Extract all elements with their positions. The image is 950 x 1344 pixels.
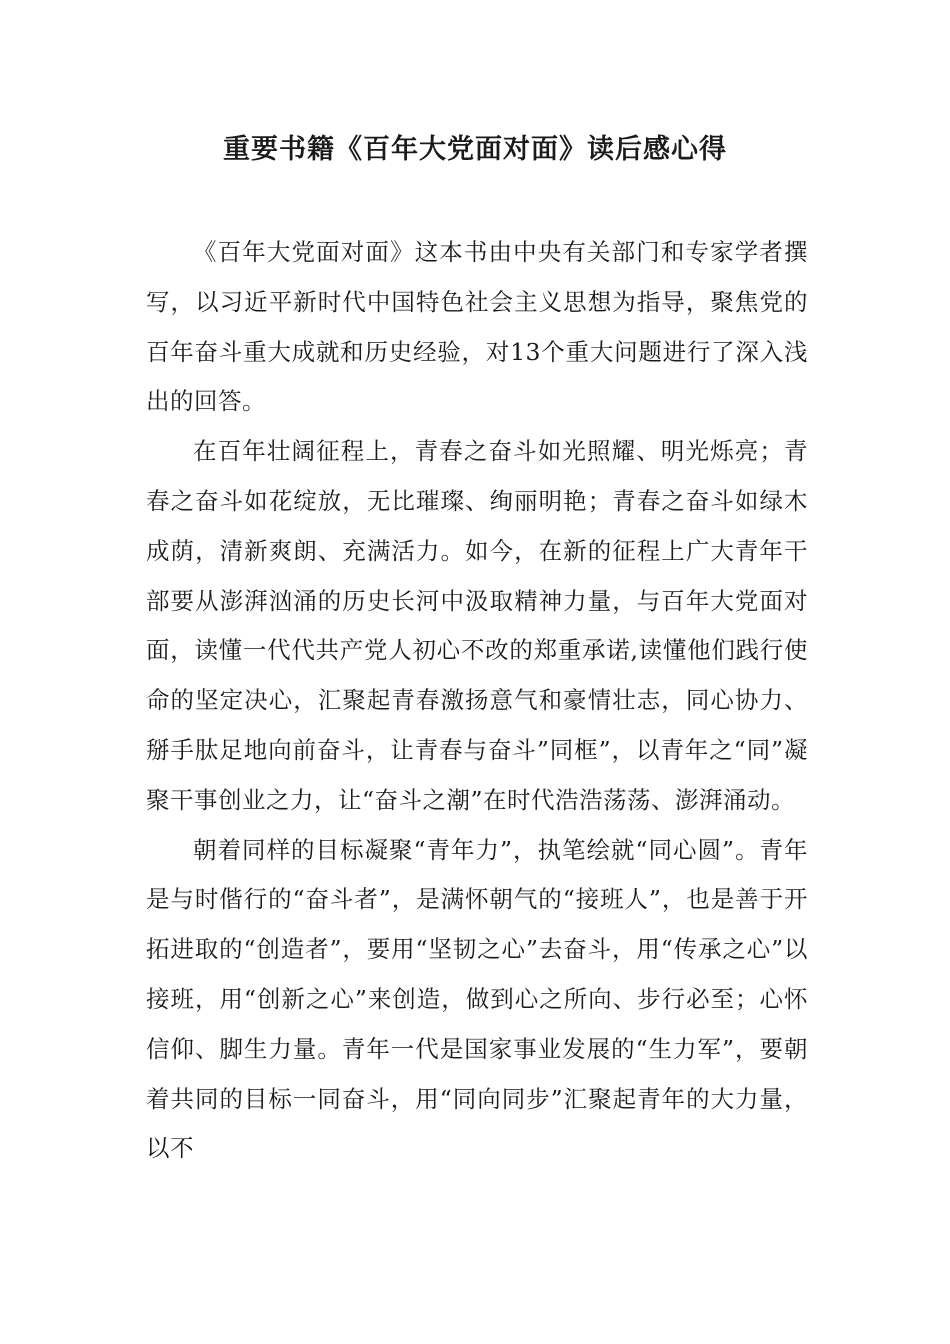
paragraph-3: 朝着同样的目标凝聚“青年力”，执笔绘就“同心圆”。青年是与时偕行的“奋斗者”，是满怀朝气的“接班人”，也是善于开拓进取的“创造者”，要用“坚韧之心”去奋斗，用“传承之心”以接班，用“创新之心”来创造，做到心之所向、步行必至；心怀信仰、脚生力量。青年一代是国家事业发展的“生力军”，要朝着共同的目标一同奋斗，用“同向同步”汇聚起青年的大力量，以不 bbox=[146, 835, 808, 1163]
document-body bbox=[146, 228, 808, 1174]
document-title: 重要书籍《百年大党面对面》读后感心得 bbox=[223, 134, 727, 165]
paragraph-1: 《百年大党面对面》这本书由中央有关部门和专家学者撰写，以习近平新时代中国特色社会主义思想为指导，聚焦党的百年奋斗重大成就和历史经验，对13个重大问题进行了深入浅出的回答。 bbox=[146, 238, 808, 416]
paragraph-2: 在百年壮阔征程上，青春之奋斗如光照耀、明光烁亮；青春之奋斗如花绽放，无比璀璨、绚丽明艳；青春之奋斗如绿木成荫，清新爽朗、充满活力。如今，在新的征程上广大青年干部要从澎湃汹涌的历史长河中汲取精神力量，与百年大党面对面，读懂一代代共产党人初心不改的郑重承诺,读懂他们践行使命的坚定决心，汇聚起青春激扬意气和豪情壮志，同心协力、掰手肽足地向前奋斗，让青春与奋斗”同框”，以青年之“同”凝聚干事创业之力，让“奋斗之潮”在时代浩浩荡荡、澎湃涌动。 bbox=[146, 437, 808, 814]
